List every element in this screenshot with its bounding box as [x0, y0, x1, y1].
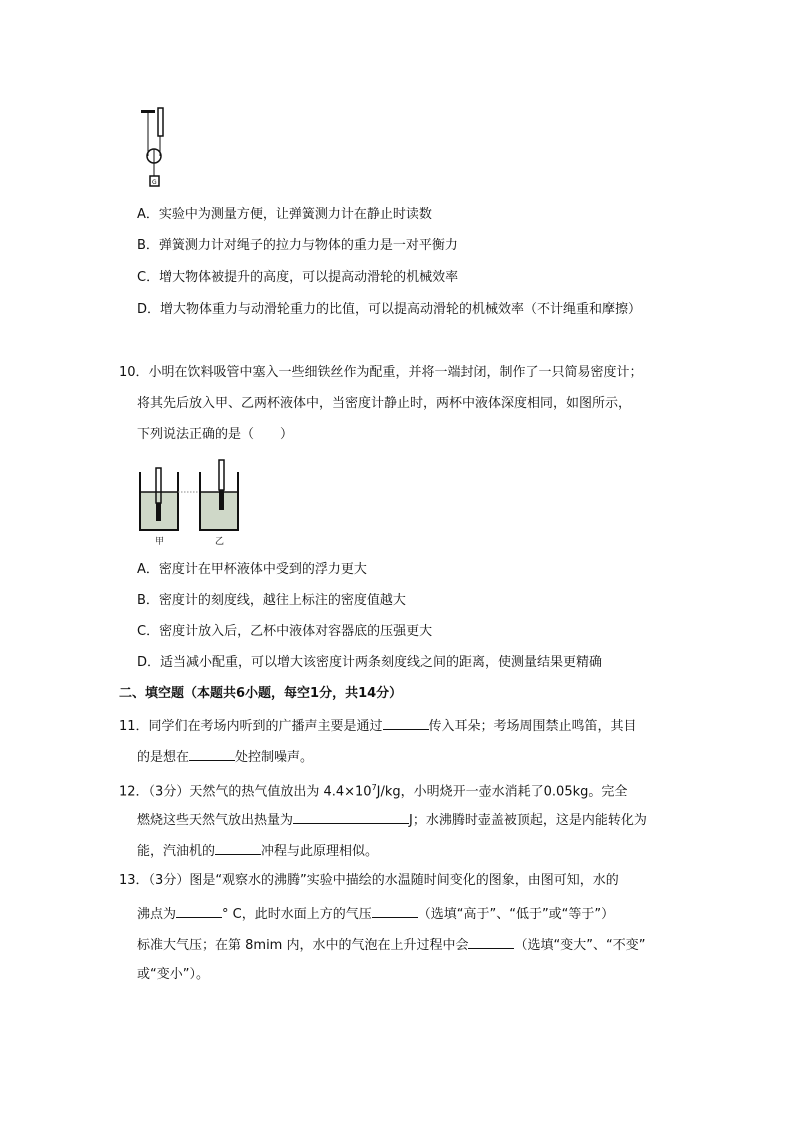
answer-blank[interactable]	[372, 905, 418, 918]
q10-option-b: B．密度计的刻度线，越往上标注的密度值越大	[137, 593, 406, 608]
text: 冲程与此原理相似。	[261, 844, 379, 859]
pulley-figure	[140, 106, 180, 190]
text: （选填“变大”、“不变”	[514, 938, 646, 953]
text: 11．同学们在考场内听到的广播声主要是通过	[119, 719, 383, 734]
text: J；水沸腾时壶盖被顶起，这是内能转化为	[409, 813, 647, 828]
text: 12．（3分）天然气的热气值放出为 4.4×10	[119, 784, 372, 800]
q13-line4: 或“变小”）。	[137, 967, 209, 982]
section-heading: 二、填空题（本题共6小题，每空1分，共14分）	[119, 686, 403, 701]
q9-option-a: A．实验中为测量方便，让弹簧测力计在静止时读数	[137, 207, 432, 222]
q12-line3	[137, 842, 378, 860]
exponent: 7	[371, 783, 377, 792]
density-cups-figure	[138, 458, 248, 548]
text: 沸点为	[137, 907, 177, 922]
q12-line1	[119, 780, 627, 800]
weight-label: G	[152, 179, 157, 186]
q9-option-d: D．增大物体重力与动滑轮重力的比值，可以提高动滑轮的机械效率（不计绳重和摩擦）	[137, 302, 642, 317]
q11-line2	[137, 748, 313, 766]
cup-label-yi: 乙	[215, 537, 225, 547]
q13-line1: 13．（3分）图是“观察水的沸腾”实验中描绘的水温随时间变化的图象，由图可知，水的	[119, 873, 619, 888]
cup-label-jia: 甲	[155, 537, 165, 547]
text: ° C，此时水面上方的气压	[222, 907, 372, 922]
answer-blank[interactable]	[176, 905, 222, 918]
q11-line1	[119, 717, 637, 735]
text: 标准大气压；在第 8mim 内，水中的气泡在上升过程中会	[137, 938, 469, 953]
answer-blank[interactable]	[383, 717, 429, 730]
q10-stem-line1: 10．小明在饮料吸管中塞入一些细铁丝作为配重，并将一端封闭，制作了一只简易密度计；	[119, 365, 643, 380]
q10-stem-line2: 将其先后放入甲、乙两杯液体中，当密度计静止时，两杯中液体深度相同，如图所示，	[137, 396, 632, 411]
q13-line3	[137, 936, 645, 954]
answer-blank[interactable]	[293, 811, 409, 824]
answer-blank[interactable]	[215, 842, 261, 855]
q9-option-b: B．弹簧测力计对绳子的拉力与物体的重力是一对平衡力	[137, 238, 458, 253]
text: （选填“高于”、“低于”或“等于”）	[417, 907, 615, 922]
q10-stem-line3: 下列说法正确的是（ ）	[137, 427, 294, 442]
q10-option-d: D．适当减小配重，可以增大该密度计两条刻度线之间的距离，使测量结果更精确	[137, 655, 603, 670]
q10-option-c: C．密度计放入后，乙杯中液体对容器底的压强更大	[137, 624, 433, 639]
text: 能，汽油机的	[137, 844, 216, 859]
text: 燃烧这些天然气放出热量为	[137, 813, 294, 828]
q12-line2	[137, 811, 647, 829]
answer-blank[interactable]	[468, 936, 514, 949]
q9-option-c: C．增大物体被提升的高度，可以提高动滑轮的机械效率	[137, 270, 459, 285]
q10-option-a: A．密度计在甲杯液体中受到的浮力更大	[137, 562, 367, 577]
text: 传入耳朵；考场周围禁止鸣笛，其目	[428, 719, 637, 734]
text: J/kg，小明烧开一壶水消耗了0.05kg。完全	[376, 784, 628, 800]
answer-blank[interactable]	[189, 748, 235, 761]
text: 处控制噪声。	[235, 750, 314, 765]
text: 的是想在	[137, 750, 190, 765]
q13-line2	[137, 905, 614, 923]
